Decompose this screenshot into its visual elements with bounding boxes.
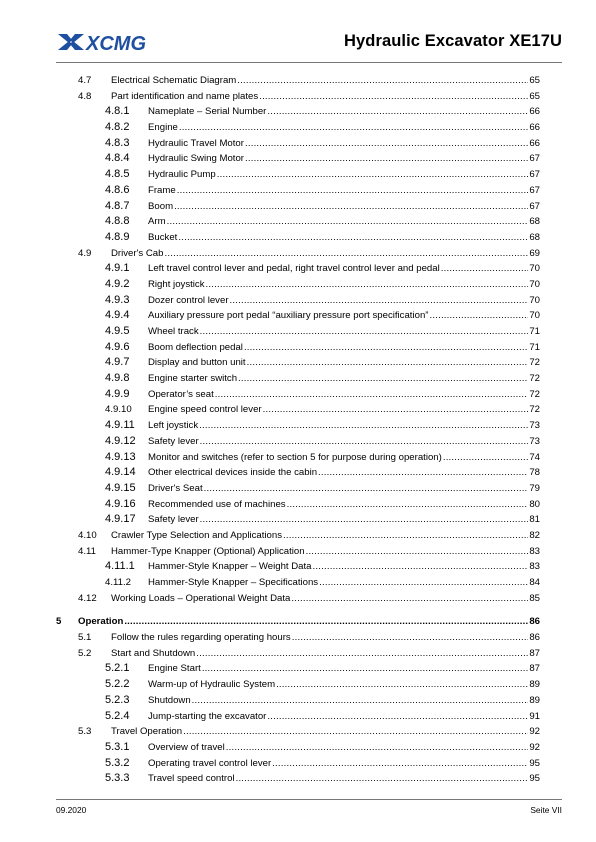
toc-entry-line xyxy=(148,771,540,787)
toc-entry-title: Operating travel control lever xyxy=(148,757,272,769)
toc-entry-line xyxy=(148,167,540,183)
toc-entry-title: Driver's Cab xyxy=(111,247,164,259)
toc-entry-title: Engine Start xyxy=(148,663,201,675)
toc-entry-number: 4.9.13 xyxy=(105,450,136,463)
toc-entry[interactable] xyxy=(56,434,540,450)
toc-entry[interactable] xyxy=(56,120,540,136)
toc-entry-title: Boom xyxy=(148,200,174,212)
toc-entry-title: Hammer-Style Knapper – Weight Data xyxy=(148,561,312,573)
toc-entry-line xyxy=(148,740,540,756)
toc-entry-number: 5.3 xyxy=(78,726,92,738)
toc-entry[interactable] xyxy=(56,355,540,371)
toc-dot-leader xyxy=(183,724,528,740)
toc-entry-page: 95 xyxy=(529,757,540,769)
toc-entry-line xyxy=(148,709,540,725)
toc-dot-leader xyxy=(124,614,528,630)
toc-entry-line xyxy=(148,465,540,481)
toc-entry-page: 65 xyxy=(529,90,540,102)
toc-entry-title: Engine xyxy=(148,122,178,134)
toc-dot-leader xyxy=(206,277,529,293)
toc-entry[interactable] xyxy=(56,73,540,89)
toc-entry-number: 5.3.2 xyxy=(105,756,130,769)
toc-dot-leader xyxy=(237,73,528,89)
toc-entry-page: 66 xyxy=(529,122,540,134)
toc-entry[interactable] xyxy=(56,646,540,662)
toc-dot-leader xyxy=(263,402,529,418)
header-divider xyxy=(56,62,562,63)
toc-entry-title: Hydraulic Travel Motor xyxy=(148,137,244,149)
toc-entry-title: Display and button unit xyxy=(148,357,246,369)
toc-entry-title: Bucket xyxy=(148,231,178,243)
toc-entry[interactable] xyxy=(56,450,540,466)
toc-entry-number: 4.9.17 xyxy=(105,513,136,526)
toc-entry-title: Travel Operation xyxy=(111,726,183,738)
toc-dot-leader xyxy=(429,308,528,324)
toc-entry-page: 95 xyxy=(529,773,540,785)
toc-entry-page: 74 xyxy=(529,451,540,463)
toc-entry[interactable] xyxy=(56,512,540,528)
toc-entry[interactable] xyxy=(56,246,540,262)
document-title: Hydraulic Excavator XE17U xyxy=(343,32,562,50)
toc-entry[interactable] xyxy=(56,591,540,607)
footer-divider xyxy=(56,799,562,800)
toc-entry-number: 4.9.15 xyxy=(105,481,136,494)
toc-entry-title: Operation xyxy=(78,616,124,628)
footer-date: 09.2020 xyxy=(56,805,87,815)
toc-dot-leader xyxy=(259,89,528,105)
toc-entry[interactable] xyxy=(56,544,540,560)
toc-dot-leader xyxy=(276,677,528,693)
toc-entry-number: 4.8.4 xyxy=(105,152,130,165)
toc-entry-title: Hydraulic Pump xyxy=(148,169,216,181)
toc-dot-leader xyxy=(291,591,528,607)
toc-entry-number: 4.9.11 xyxy=(105,419,135,432)
toc-entry-title: Frame xyxy=(148,184,176,196)
toc-dot-leader xyxy=(200,512,529,528)
toc-entry-number: 4.7 xyxy=(78,75,92,86)
toc-entry-title: Auxiliary pressure port pedal “auxiliary pressure port specification” xyxy=(148,310,429,322)
toc-entry[interactable] xyxy=(56,724,540,740)
toc-entry-number: 4.9.6 xyxy=(105,340,130,353)
toc-dot-leader xyxy=(204,481,529,497)
toc-entry-title: Electrical Schematic Diagram xyxy=(111,75,237,86)
toc-entry-line xyxy=(78,614,540,630)
toc-entry[interactable] xyxy=(56,418,540,434)
toc-entry-page: 71 xyxy=(529,326,540,337)
toc-entry-number: 4.10 xyxy=(78,529,97,541)
toc-dot-leader xyxy=(267,104,528,120)
toc-entry-page: 87 xyxy=(529,663,540,675)
toc-entry-number: 5.3.1 xyxy=(105,740,130,753)
toc-entry-number: 5.2.2 xyxy=(105,678,130,691)
toc-entry[interactable] xyxy=(56,340,540,356)
toc-entry[interactable] xyxy=(56,661,540,677)
toc-entry-page: 78 xyxy=(529,467,540,479)
toc-entry-number: 4.11.2 xyxy=(105,577,131,588)
toc-entry[interactable] xyxy=(56,756,540,772)
toc-dot-leader xyxy=(318,465,528,481)
toc-entry-title: Overview of travel xyxy=(148,741,225,753)
toc-entry-page: 87 xyxy=(529,647,540,659)
toc-entry-number: 5.2 xyxy=(78,647,92,659)
toc-entry-title: Left joystick xyxy=(148,420,199,432)
toc-entry-title: Wheel track xyxy=(148,326,199,337)
toc-entry-page: 65 xyxy=(529,75,540,86)
toc-dot-leader xyxy=(179,120,528,136)
toc-entry-title: Travel speed control xyxy=(148,773,235,785)
toc-dot-leader xyxy=(244,340,528,356)
toc-entry[interactable] xyxy=(56,136,540,152)
toc-dot-leader xyxy=(177,183,529,199)
toc-dot-leader xyxy=(217,167,529,183)
toc-entry-page: 89 xyxy=(529,679,540,691)
toc-entry[interactable] xyxy=(56,199,540,215)
toc-entry-line xyxy=(148,575,540,591)
toc-dot-leader xyxy=(283,528,528,544)
toc-entry[interactable] xyxy=(56,230,540,246)
toc-entry-title: Engine starter switch xyxy=(148,373,238,385)
toc-entry[interactable] xyxy=(56,371,540,387)
toc-dot-leader xyxy=(196,646,528,662)
toc-entry-line xyxy=(148,418,540,434)
toc-entry-page: 83 xyxy=(529,561,540,573)
toc-entry-page: 72 xyxy=(529,404,540,416)
toc-entry-title: Working Loads – Operational Weight Data xyxy=(111,592,291,604)
toc-dot-leader xyxy=(319,575,528,591)
toc-entry[interactable] xyxy=(56,402,540,418)
toc-entry-number: 4.9.10 xyxy=(105,404,132,416)
toc-entry-line xyxy=(111,73,540,89)
logo-text: XCMG xyxy=(86,33,146,54)
toc-entry-page: 72 xyxy=(529,388,540,400)
toc-entry-line xyxy=(148,387,540,403)
toc-entry-line xyxy=(148,661,540,677)
toc-entry-line xyxy=(111,544,540,560)
toc-entry[interactable] xyxy=(56,293,540,309)
toc-entry[interactable] xyxy=(56,167,540,183)
toc-entry-number: 5.2.4 xyxy=(105,709,130,722)
toc-entry-page: 70 xyxy=(529,310,540,322)
toc-entry-title: Hydraulic Swing Motor xyxy=(148,153,244,165)
toc-entry-page: 67 xyxy=(529,200,540,212)
toc-entry[interactable] xyxy=(56,104,540,120)
toc-entry-line xyxy=(148,324,540,340)
toc-dot-leader xyxy=(200,324,529,340)
toc-entry-number: 4.8.3 xyxy=(105,136,130,149)
toc-dot-leader xyxy=(167,214,529,230)
toc-entry-number: 4.9.1 xyxy=(105,262,130,275)
toc-entry-page: 70 xyxy=(529,278,540,290)
toc-entry-line xyxy=(148,677,540,693)
toc-entry-page: 66 xyxy=(529,137,540,149)
toc-entry-number: 4.9.5 xyxy=(105,325,130,337)
toc-entry-title: Safety lever xyxy=(148,435,199,447)
toc-entry[interactable] xyxy=(56,481,540,497)
toc-entry-number: 5.1 xyxy=(78,632,92,644)
toc-entry-title: Engine speed control lever xyxy=(148,404,262,416)
toc-entry-title: Driver's Seat xyxy=(148,482,203,494)
toc-entry-page: 89 xyxy=(529,694,540,706)
toc-entry-title: Left travel control lever and pedal, right travel control lever and pedal xyxy=(148,263,440,275)
toc-entry-line xyxy=(148,371,540,387)
toc-entry-title: Hammer-Type Knapper (Optional) Application xyxy=(111,545,305,557)
toc-entry-title: Other electrical devices inside the cabin xyxy=(148,467,318,479)
toc-entry-line xyxy=(148,559,540,575)
toc-entry-title: Safety lever xyxy=(148,514,199,526)
toc-entry-page: 82 xyxy=(529,529,540,541)
toc-entry-line xyxy=(111,591,540,607)
toc-entry-line xyxy=(111,528,540,544)
toc-entry-page: 84 xyxy=(529,577,540,588)
toc-dot-leader xyxy=(443,450,529,466)
toc-entry-line xyxy=(148,497,540,513)
toc-entry-number: 4.8.8 xyxy=(105,215,130,228)
toc-entry-title: Nameplate – Serial Number xyxy=(148,106,267,118)
toc-entry-number: 4.12 xyxy=(78,592,97,604)
toc-dot-leader xyxy=(236,771,529,787)
toc-dot-leader xyxy=(238,371,528,387)
toc-entry[interactable] xyxy=(56,261,540,277)
toc-entry[interactable] xyxy=(56,559,540,575)
toc-entry-page: 92 xyxy=(529,726,540,738)
toc-dot-leader xyxy=(174,199,528,215)
toc-entry-page: 67 xyxy=(529,153,540,165)
toc-entry-line xyxy=(148,481,540,497)
toc-entry-line xyxy=(148,136,540,152)
toc-entry-title: Start and Shutdown xyxy=(111,647,196,659)
toc-dot-leader xyxy=(267,709,528,725)
toc-entry-line xyxy=(148,183,540,199)
toc-entry[interactable] xyxy=(56,771,540,787)
toc-entry-line xyxy=(111,89,540,105)
toc-entry[interactable] xyxy=(56,614,540,630)
toc-entry-line xyxy=(148,293,540,309)
toc-entry-line xyxy=(148,199,540,215)
toc-entry-line xyxy=(148,340,540,356)
toc-entry-line xyxy=(111,246,540,262)
footer-page-number: Seite VII xyxy=(530,805,562,815)
toc-entry-title: Boom deflection pedal xyxy=(148,341,243,353)
toc-entry-page: 66 xyxy=(529,106,540,118)
toc-entry-page: 79 xyxy=(529,482,540,494)
toc-entry-line xyxy=(148,693,540,709)
toc-entry-line xyxy=(148,120,540,136)
toc-entry[interactable] xyxy=(56,151,540,167)
toc-entry-title: Shutdown xyxy=(148,694,191,706)
toc-entry-title: Monitor and switches (refer to section 5 for purpose during operation) xyxy=(148,451,442,463)
toc-entry-title: Follow the rules regarding operating hours xyxy=(111,632,291,644)
toc-dot-leader xyxy=(215,387,529,403)
toc-entry-number: 4.11 xyxy=(78,545,96,557)
toc-entry-number: 4.8.5 xyxy=(105,168,130,181)
toc-entry-line xyxy=(111,646,540,662)
toc-entry-page: 67 xyxy=(529,169,540,181)
toc-entry[interactable] xyxy=(56,677,540,693)
page-header xyxy=(56,28,562,58)
toc-dot-leader xyxy=(192,693,529,709)
toc-entry-line xyxy=(148,230,540,246)
toc-entry-title: Warm-up of Hydraulic System xyxy=(148,679,276,691)
toc-entry-number: 4.9.3 xyxy=(105,293,130,306)
toc-dot-leader xyxy=(245,136,528,152)
table-of-contents xyxy=(56,73,540,787)
toc-entry-number: 4.8.7 xyxy=(105,199,130,212)
toc-dot-leader xyxy=(287,497,529,513)
toc-entry-line xyxy=(148,434,540,450)
toc-entry[interactable] xyxy=(56,308,540,324)
toc-dot-leader xyxy=(202,661,529,677)
toc-dot-leader xyxy=(313,559,529,575)
toc-entry-line xyxy=(148,756,540,772)
toc-entry[interactable] xyxy=(56,183,540,199)
toc-entry-title: Operator’s seat xyxy=(148,388,214,400)
toc-entry-page: 91 xyxy=(529,710,540,722)
toc-entry-number: 4.9.2 xyxy=(105,277,130,290)
toc-dot-leader xyxy=(292,630,529,646)
toc-entry-line xyxy=(111,724,540,740)
toc-entry[interactable] xyxy=(56,214,540,230)
toc-dot-leader xyxy=(272,756,528,772)
toc-entry[interactable] xyxy=(56,575,540,591)
toc-entry[interactable] xyxy=(56,89,540,105)
toc-entry[interactable] xyxy=(56,277,540,293)
toc-dot-leader xyxy=(441,261,529,277)
toc-entry-number: 4.9.7 xyxy=(105,356,130,369)
toc-entry-page: 71 xyxy=(529,341,540,353)
toc-dot-leader xyxy=(306,544,529,560)
toc-entry[interactable] xyxy=(56,387,540,403)
toc-dot-leader xyxy=(200,434,529,450)
toc-entry-number: 4.8.9 xyxy=(105,230,130,243)
toc-entry-number: 4.8.6 xyxy=(105,183,130,196)
toc-entry-title: Recommended use of machines xyxy=(148,498,286,510)
toc-dot-leader xyxy=(226,740,529,756)
toc-entry-number: 4.9.4 xyxy=(105,309,130,322)
toc-dot-leader xyxy=(164,246,528,262)
toc-entry-title: Part identification and name plates xyxy=(111,90,259,102)
toc-entry-line xyxy=(111,630,540,646)
toc-entry-line xyxy=(148,402,540,418)
toc-entry-line xyxy=(148,355,540,371)
toc-entry-line xyxy=(148,104,540,120)
toc-entry-title: Dozer control lever xyxy=(148,294,229,306)
toc-entry[interactable] xyxy=(56,693,540,709)
toc-entry-page: 67 xyxy=(529,184,540,196)
toc-entry-number: 5.3.3 xyxy=(105,772,130,785)
toc-entry-page: 73 xyxy=(529,420,540,432)
toc-entry-title: Hammer-Style Knapper – Specifications xyxy=(148,577,319,588)
toc-dot-leader xyxy=(199,418,528,434)
toc-entry-page: 69 xyxy=(529,247,540,259)
toc-entry-page: 68 xyxy=(529,231,540,243)
toc-entry-title: Right joystick xyxy=(148,278,205,290)
toc-entry-number: 5 xyxy=(56,616,62,628)
toc-entry-page: 86 xyxy=(529,632,540,644)
xcmg-logo xyxy=(56,30,156,54)
toc-entry-number: 4.8 xyxy=(78,90,92,102)
toc-entry-line xyxy=(148,261,540,277)
toc-entry[interactable] xyxy=(56,324,540,340)
toc-entry-number: 4.9.16 xyxy=(105,497,136,510)
toc-entry-page: 73 xyxy=(529,435,540,447)
toc-entry-number: 4.9.14 xyxy=(105,466,136,479)
toc-entry-number: 4.11.1 xyxy=(105,560,135,573)
toc-entry-line xyxy=(148,512,540,528)
toc-entry-number: 4.9.8 xyxy=(105,372,130,385)
toc-entry-line xyxy=(148,450,540,466)
toc-entry[interactable] xyxy=(56,630,540,646)
toc-entry-number: 4.9.12 xyxy=(105,434,136,447)
toc-dot-leader xyxy=(178,230,528,246)
toc-entry-title: Jump-starting the excavator xyxy=(148,710,267,722)
toc-entry-page: 86 xyxy=(529,616,540,628)
toc-entry-number: 4.8.1 xyxy=(105,105,130,118)
toc-entry-line xyxy=(148,214,540,230)
toc-entry-title: Crawler Type Selection and Applications xyxy=(111,529,283,541)
toc-entry[interactable] xyxy=(56,709,540,725)
toc-entry-page: 72 xyxy=(529,373,540,385)
toc-entry-page: 80 xyxy=(529,498,540,510)
toc-dot-leader xyxy=(245,151,528,167)
toc-entry[interactable] xyxy=(56,528,540,544)
toc-entry-page: 70 xyxy=(529,294,540,306)
toc-entry-number: 5.2.3 xyxy=(105,693,130,706)
toc-spacer xyxy=(56,606,540,614)
toc-dot-leader xyxy=(247,355,529,371)
toc-entry[interactable] xyxy=(56,465,540,481)
toc-entry-number: 5.2.1 xyxy=(105,662,130,675)
toc-entry-page: 68 xyxy=(529,216,540,228)
toc-dot-leader xyxy=(230,293,529,309)
toc-entry-page: 70 xyxy=(529,263,540,275)
toc-entry-page: 83 xyxy=(529,545,540,557)
toc-entry-page: 72 xyxy=(529,357,540,369)
toc-entry-page: 85 xyxy=(529,592,540,604)
toc-entry-line xyxy=(148,277,540,293)
toc-entry-number: 4.9.9 xyxy=(105,387,130,400)
toc-entry[interactable] xyxy=(56,497,540,513)
toc-entry[interactable] xyxy=(56,740,540,756)
toc-entry-line xyxy=(148,151,540,167)
toc-entry-line xyxy=(148,308,540,324)
toc-entry-page: 81 xyxy=(529,514,540,526)
toc-entry-number: 4.8.2 xyxy=(105,121,130,134)
toc-entry-number: 4.9 xyxy=(78,247,92,259)
toc-entry-page: 92 xyxy=(529,741,540,753)
toc-entry-title: Arm xyxy=(148,216,166,228)
